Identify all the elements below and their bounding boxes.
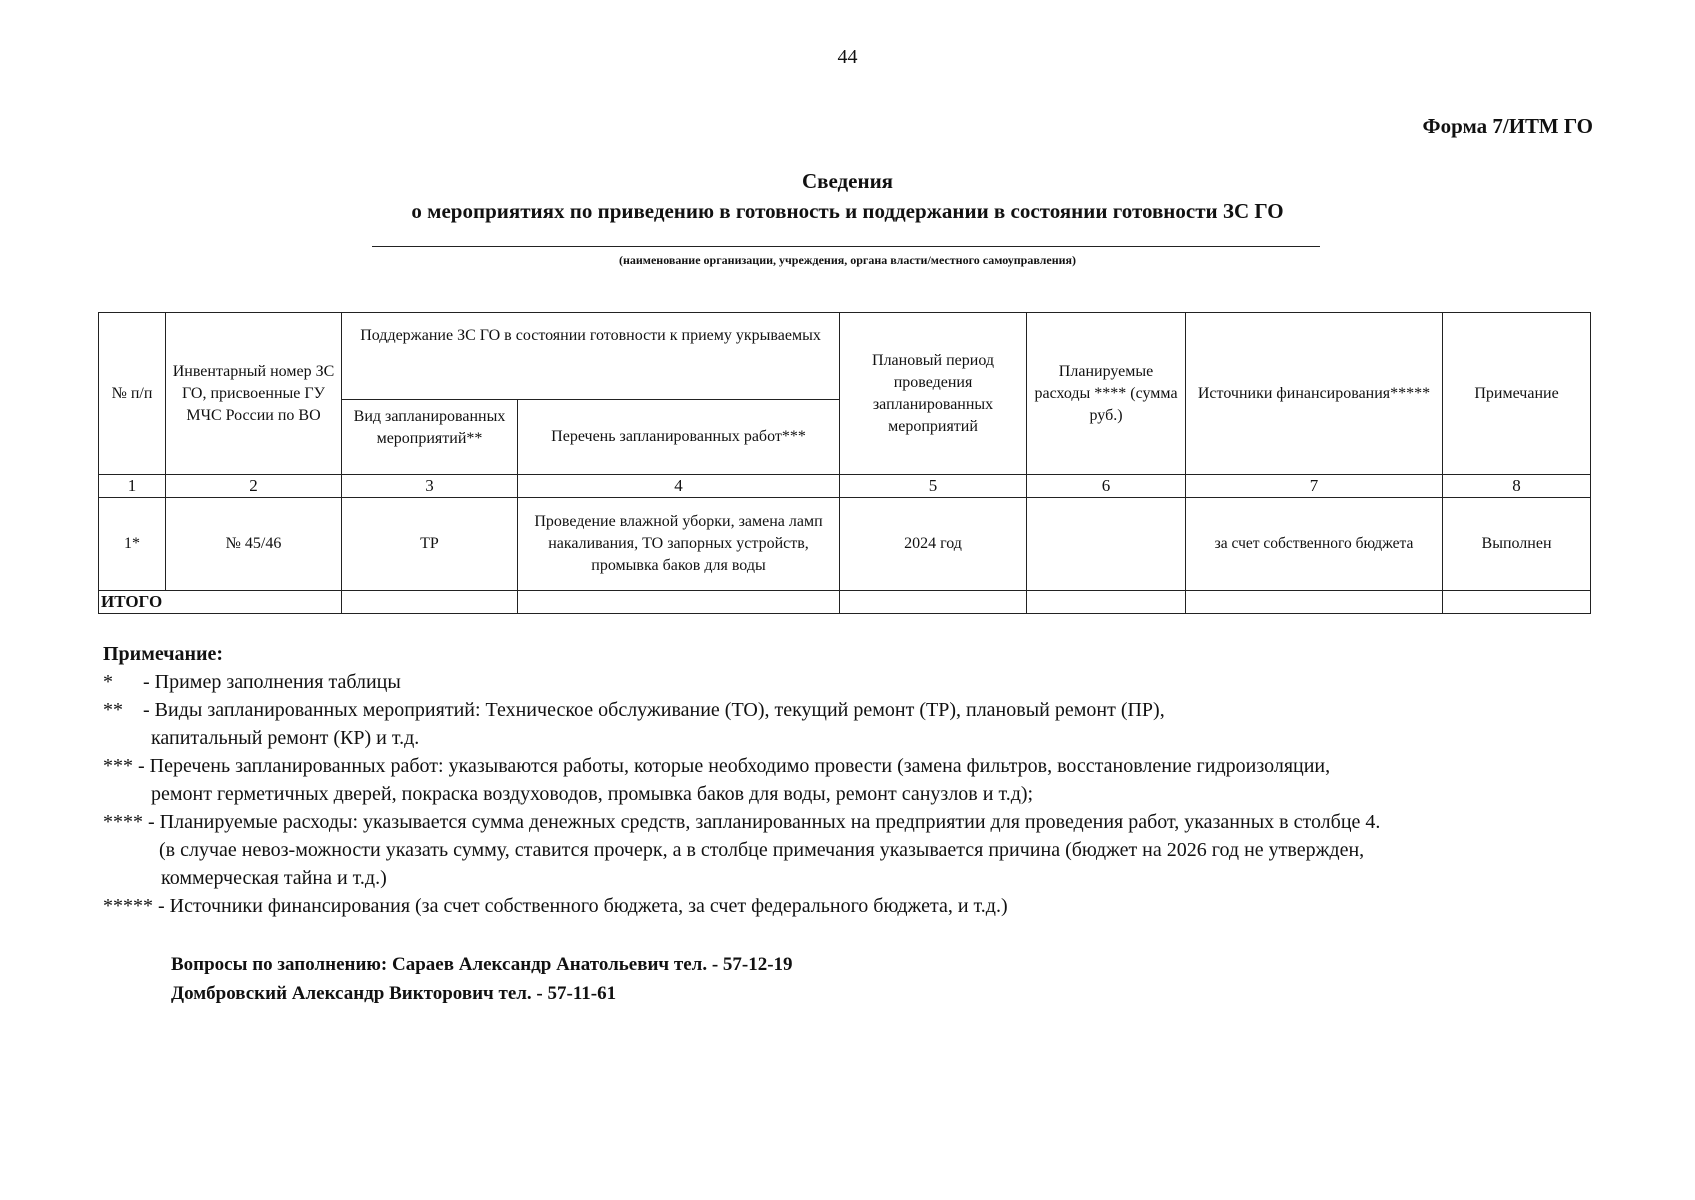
header-note: Примечание bbox=[1443, 313, 1591, 475]
form-code: Форма 7/ИТМ ГО bbox=[1422, 114, 1593, 138]
cell-note: Выполнен bbox=[1443, 498, 1591, 591]
total-cell bbox=[518, 591, 840, 614]
header-group-readiness: Поддержание ЗС ГО в состоянии готовности к приему укрываемых bbox=[342, 313, 840, 400]
note-item bbox=[103, 668, 1603, 696]
column-number: 1 bbox=[99, 475, 166, 498]
contacts-block bbox=[171, 950, 793, 1008]
total-cell bbox=[1443, 591, 1591, 614]
column-number: 4 bbox=[518, 475, 840, 498]
note-mark: * bbox=[103, 671, 143, 693]
note-mark: ***** bbox=[103, 895, 158, 917]
column-number: 2 bbox=[166, 475, 342, 498]
note-continuation: коммерческая тайна и т.д.) bbox=[161, 867, 387, 889]
note-continuation: капитальный ремонт (КР) и т.д. bbox=[151, 727, 420, 749]
header-number: № п/п bbox=[99, 313, 166, 475]
column-numbers-row bbox=[99, 475, 1591, 498]
total-cell bbox=[342, 591, 518, 614]
contact-line: Домбровский Александр Викторович тел. - 57-11-61 bbox=[171, 983, 617, 1004]
cell-inventory: № 45/46 bbox=[166, 498, 342, 591]
table-row bbox=[99, 498, 1591, 591]
total-row bbox=[99, 591, 1591, 614]
note-mark: ** bbox=[103, 699, 143, 721]
note-text: - Источники финансирования (за счет собственного бюджета, за счет федерального бюджета, и т.д.) bbox=[158, 895, 1008, 917]
column-number: 6 bbox=[1027, 475, 1186, 498]
column-number: 7 bbox=[1186, 475, 1443, 498]
note-text: - Виды запланированных мероприятий: Техническое обслуживание (ТО), текущий ремонт (ТР), плановый ремонт (ПР), bbox=[143, 699, 1165, 721]
note-item bbox=[103, 892, 1603, 920]
note-continuation: (в случае невоз-можности указать сумму, ставится прочерк, а в столбце примечания указывается причина (бюджет на 2026 год не утвержден, bbox=[159, 839, 1365, 861]
notes-title: Примечание: bbox=[103, 643, 224, 665]
page-number: 44 bbox=[837, 46, 858, 68]
total-cell bbox=[840, 591, 1027, 614]
header-works-list: Перечень запланированных работ*** bbox=[518, 400, 840, 475]
note-text: - Перечень запланированных работ: указываются работы, которые необходимо провести (замена фильтров, восстановление гидроизоляции, bbox=[138, 755, 1331, 777]
note-text: - Планируемые расходы: указывается сумма денежных средств, запланированных на предприятии для проведения работ, указанных в столбце 4. bbox=[148, 811, 1381, 833]
cell-measure-type: ТР bbox=[342, 498, 518, 591]
cell-expenses bbox=[1027, 498, 1186, 591]
contact-line: Вопросы по заполнению: Сараев Александр Анатольевич тел. - 57-12-19 bbox=[171, 954, 793, 975]
notes-section bbox=[103, 640, 1603, 920]
note-text: - Пример заполнения таблицы bbox=[143, 671, 401, 693]
cell-works-list: Проведение влажной уборки, замена ламп накаливания, ТО запорных устройств, промывка баков для воды bbox=[518, 498, 840, 591]
header-period: Плановый период проведения запланированных мероприятий bbox=[840, 313, 1027, 475]
document-title: Сведения bbox=[801, 169, 894, 193]
note-continuation: ремонт герметичных дверей, покраска воздуховодов, промывка баков для воды, ремонт санузлов и т.д); bbox=[151, 783, 1034, 805]
measures-table bbox=[98, 312, 1591, 614]
total-label: ИТОГО bbox=[99, 591, 342, 614]
header-funding-source: Источники финансирования***** bbox=[1186, 313, 1443, 475]
column-number: 5 bbox=[840, 475, 1027, 498]
organization-name-line bbox=[372, 246, 1320, 247]
note-item bbox=[103, 808, 1603, 836]
column-number: 8 bbox=[1443, 475, 1591, 498]
note-item bbox=[103, 752, 1603, 780]
note-mark: *** bbox=[103, 755, 138, 777]
note-item bbox=[103, 696, 1603, 724]
header-measure-type: Вид запланированных мероприятий** bbox=[342, 400, 518, 475]
note-mark: **** bbox=[103, 811, 148, 833]
total-cell bbox=[1186, 591, 1443, 614]
total-cell bbox=[1027, 591, 1186, 614]
organization-caption: (наименование организации, учреждения, органа власти/местного самоуправления) bbox=[618, 253, 1077, 267]
cell-number: 1* bbox=[99, 498, 166, 591]
column-number: 3 bbox=[342, 475, 518, 498]
cell-funding-source: за счет собственного бюджета bbox=[1186, 498, 1443, 591]
cell-period: 2024 год bbox=[840, 498, 1027, 591]
title-block bbox=[0, 166, 1695, 226]
header-inventory: Инвентарный номер ЗС ГО, присвоенные ГУ МЧС России по ВО bbox=[166, 313, 342, 475]
header-expenses: Планируемые расходы **** (сумма руб.) bbox=[1027, 313, 1186, 475]
document-subtitle: о мероприятиях по приведению в готовность и поддержании в состоянии готовности ЗС ГО bbox=[411, 199, 1284, 223]
